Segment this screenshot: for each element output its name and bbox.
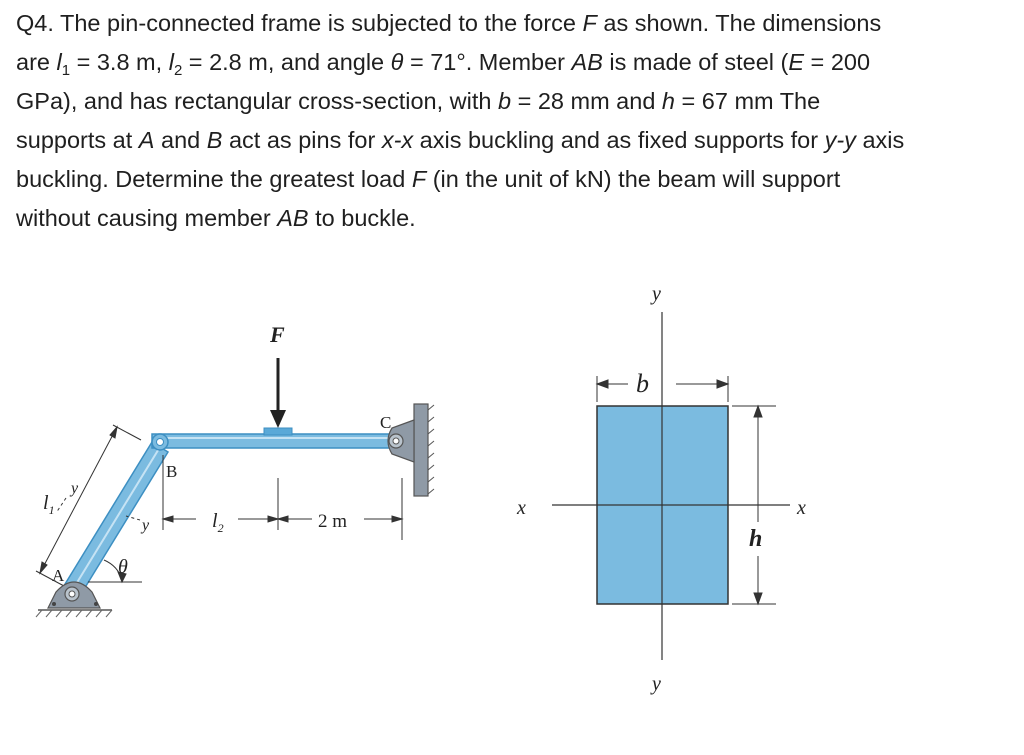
ground-a (36, 610, 112, 617)
force-label: F (270, 322, 285, 347)
y-axis-dash (56, 498, 66, 513)
h-label: h (749, 526, 763, 552)
question-text (16, 4, 1016, 238)
question-text-segment: y-y (824, 127, 856, 153)
point-c-label: C (380, 413, 392, 432)
question-text-segment: = 200 (804, 49, 871, 75)
l1-label: $l_1$ (43, 492, 55, 517)
question-text-segment: AB (277, 205, 309, 231)
y-top-label: y (652, 283, 661, 305)
support-a (48, 582, 100, 608)
question-text-segment: F (411, 166, 427, 192)
cross-section (516, 283, 806, 695)
question-text-segment: A (138, 127, 155, 153)
question-line (16, 43, 1016, 82)
point-b-label: B (166, 462, 178, 481)
l2-label: $l_2$ (212, 510, 224, 535)
question-text-segment: E (788, 49, 805, 75)
question-text-segment: AB (571, 49, 603, 75)
question-text-segment: b (497, 88, 512, 114)
question-text-segment: GPa), and has rectangular cross-section, with (16, 88, 498, 114)
y-bottom-label: y (652, 673, 661, 695)
question-text-segment: h (661, 88, 675, 114)
question-line (16, 121, 1016, 160)
question-text-segment: 2 (173, 62, 183, 79)
question-line (16, 199, 1016, 238)
question-text-segment: axis buckling and as fixed supports for (413, 127, 825, 153)
question-text-segment: θ (390, 49, 404, 75)
question-text-segment: l (168, 49, 174, 75)
question-text-segment: x-x (381, 127, 414, 153)
dimension-horizontal (163, 455, 402, 540)
question-text-segment: as shown. The dimensions (596, 10, 882, 36)
member-ab (62, 442, 168, 599)
problem-figure (0, 270, 1024, 750)
question-text-segment: F (582, 10, 597, 36)
question-text-segment: to buckle. (308, 205, 416, 231)
question-text-segment: without causing member (16, 205, 278, 231)
question-text-segment: 1 (61, 62, 71, 79)
question-text-segment: l (56, 49, 62, 75)
question-text-segment: is made of steel ( (602, 49, 789, 75)
question-text-segment: = 3.8 m, (70, 49, 169, 75)
question-text-segment: = 71°. Member (403, 49, 572, 75)
question-line (16, 4, 1016, 43)
x-left-label: x (517, 497, 526, 519)
dimension-2m-label: 2 m (318, 511, 348, 532)
question-text-segment: (in the unit of kN) the beam will support (426, 166, 841, 192)
theta-label: θ (118, 556, 128, 578)
question-text-segment: and (154, 127, 207, 153)
question-text-segment: axis (855, 127, 905, 153)
question-text-segment: B (206, 127, 223, 153)
y-label-frame-top: y (71, 480, 79, 497)
force-f-arrow (264, 358, 292, 435)
y-label-frame-lower: y (142, 517, 150, 534)
question-line (16, 160, 1016, 199)
pin-b (152, 434, 168, 450)
question-text-segment: are (16, 49, 57, 75)
question-text-segment: = 67 mm The (675, 88, 821, 114)
question-text-segment: act as pins for (222, 127, 382, 153)
question-text-segment: supports at (16, 127, 139, 153)
question-line (16, 82, 1016, 121)
question-text-segment: = 2.8 m, and angle (182, 49, 391, 75)
member-bc (152, 434, 402, 448)
question-text-segment: = 28 mm and (511, 88, 662, 114)
x-right-label: x (797, 497, 806, 519)
point-a-label: A (52, 566, 65, 585)
support-c (388, 404, 434, 496)
b-label: b (636, 369, 649, 398)
question-text-segment: buckling. Determine the greatest load (16, 166, 412, 192)
frame-diagram (36, 322, 434, 617)
question-text-segment: Q4. The pin-connected frame is subjected to the force (16, 10, 583, 36)
